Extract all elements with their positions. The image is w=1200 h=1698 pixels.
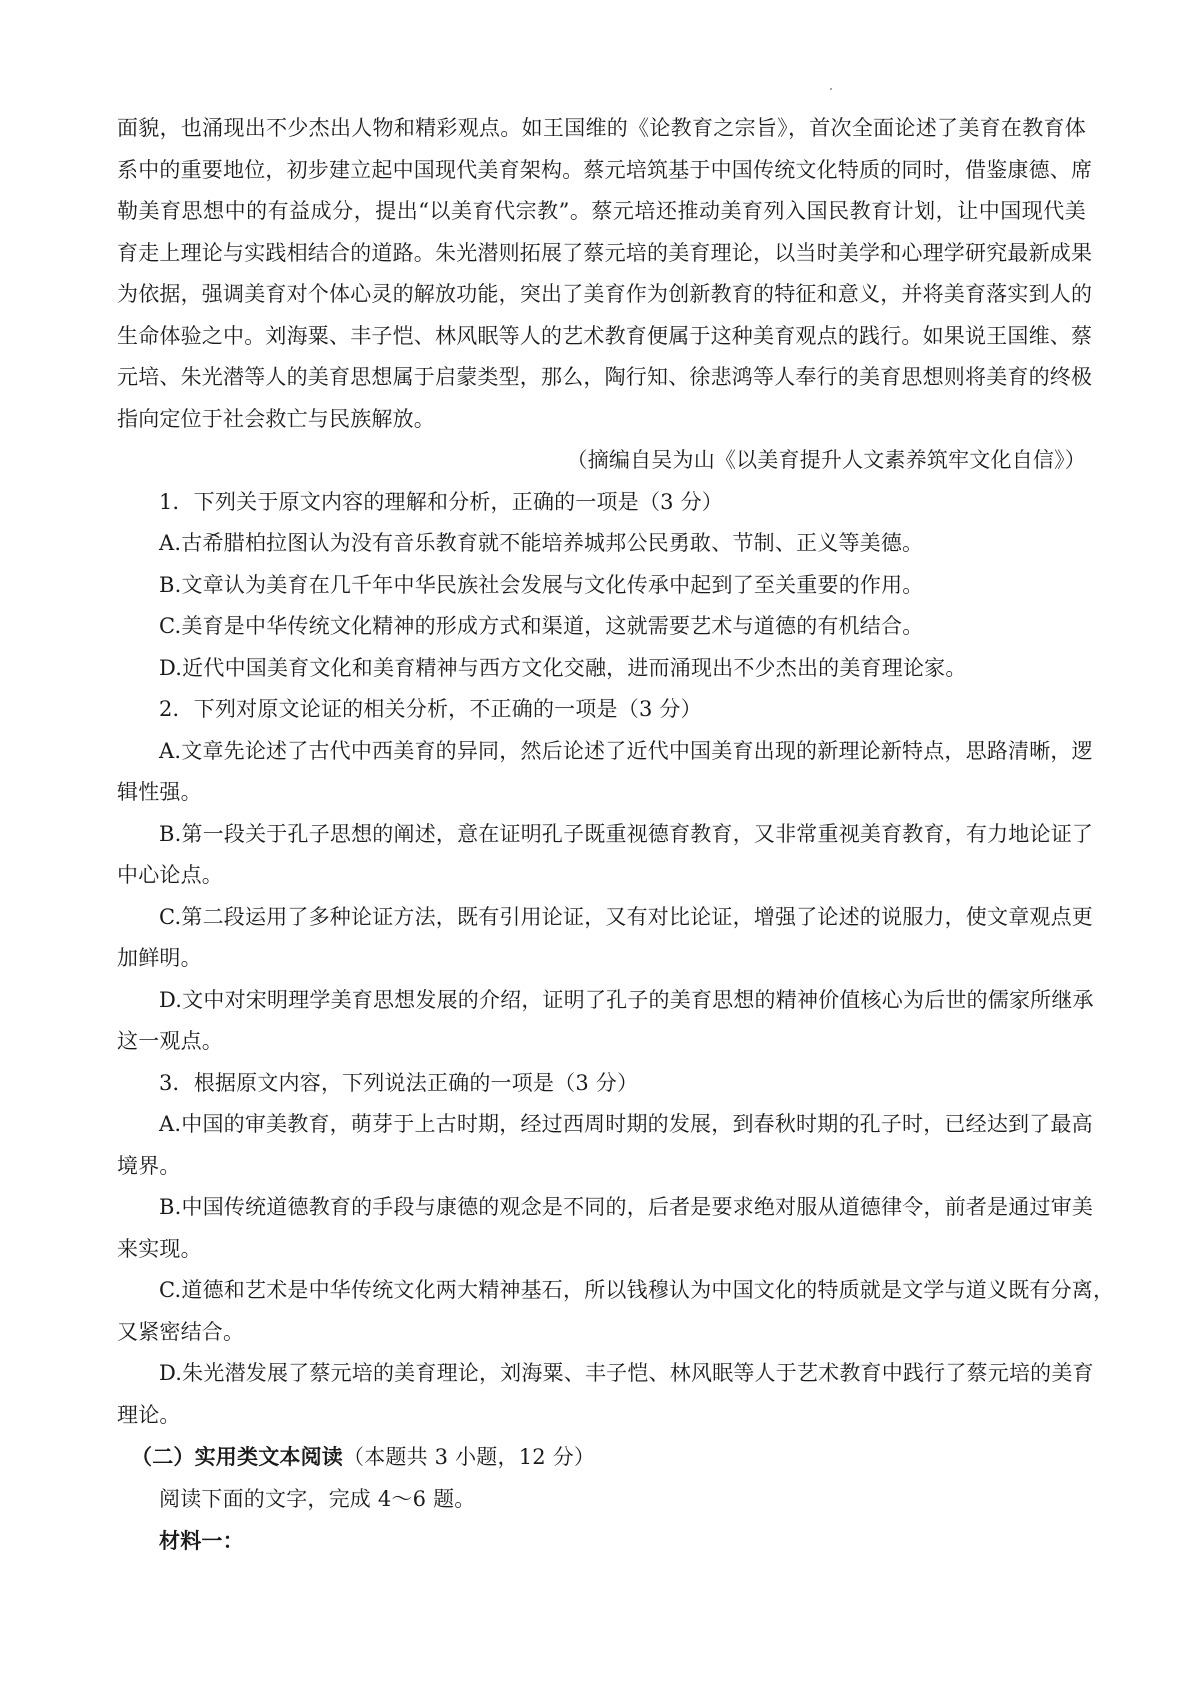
option-b-cont: 中心论点。 — [117, 863, 223, 887]
section-heading-note: （本题共 3 小题，12 分） — [343, 1445, 596, 1469]
option-c: C.第二段运用了多种论证方法，既有引用论证，又有对比论证，增强了论述的说服力，使文章观点更 — [159, 904, 1093, 929]
section-practical-reading — [117, 1436, 1086, 1562]
question-stem: 2．下列对原文论证的相关分析，不正确的一项是（3 分） — [159, 697, 702, 721]
option-a-cont: 辑性强。 — [117, 780, 202, 804]
option-a: A.古希腊柏拉图认为没有音乐教育就不能培养城邦公民勇敢、节制、正义等美德。 — [159, 531, 924, 555]
option-d: D.朱光潜发展了蔡元培的美育理论，刘海粟、丰子恺、林风眠等人于艺术教育中践行了蔡元培的美育 — [159, 1361, 1094, 1385]
option-c: C.道德和艺术是中华传统文化两大精神基石，所以钱穆认为中国文化的特质就是文学与道义既有分离， — [159, 1278, 1115, 1302]
passage-line: 生命体验之中。刘海粟、丰子恺、林风眠等人的艺术教育便属于这种美育观点的践行。如果说王国维、蔡 — [117, 323, 1093, 348]
option-b-cont: 来实现。 — [117, 1236, 202, 1261]
scan-dot — [830, 88, 832, 90]
option-b: B.中国传统道德教育的手段与康德的观念是不同的，后者是要求绝对服从道德律令，前者是通过审美 — [159, 1195, 1094, 1219]
question-stem: 3．根据原文内容，下列说法正确的一项是（3 分） — [159, 1070, 639, 1095]
passage-line: 为依据，强调美育对个体心灵的解放功能，突出了美育作为创新教育的特征和意义，并将美育落实到人的 — [117, 282, 1093, 306]
option-a: A.中国的审美教育，萌芽于上古时期，经过西周时期的发展，到春秋时期的孔子时，已经达到了最高 — [159, 1112, 1093, 1136]
question-1 — [117, 482, 1086, 690]
option-c-cont: 加鲜明。 — [117, 946, 202, 970]
section-heading — [117, 1436, 1086, 1479]
option-a: A.文章先论述了古代中西美育的异同，然后论述了近代中国美育出现的新理论新特点，思路清晰，逻 — [159, 738, 1093, 763]
passage-line: 指向定位于社会救亡与民族解放。 — [117, 406, 435, 431]
passage-line: 勒美育思想中的有益成分，提出“以美育代宗教”。蔡元培还推动美育列入国民教育计划，让中国现代美 — [117, 199, 1086, 223]
option-a-cont: 境界。 — [117, 1153, 181, 1178]
question-stem: 1．下列关于原文内容的理解和分析，正确的一项是（3 分） — [159, 489, 723, 514]
passage-line: 系中的重要地位，初步建立起中国现代美育架构。蔡元培筑基于中国传统文化特质的同时，借鉴康德、席 — [117, 157, 1093, 182]
section-instruction: 阅读下面的文字，完成 4～6 题。 — [159, 1486, 476, 1511]
option-d-cont: 理论。 — [117, 1402, 181, 1427]
passage-line: 元培、朱光潜等人的美育思想属于启蒙类型，那么，陶行知、徐悲鸿等人奉行的美育思想则将美育的终极 — [117, 365, 1093, 389]
section-heading-title: （二）实用类文本阅读 — [131, 1444, 343, 1469]
source-citation: （摘编自吴为山《以美育提升人文素养筑牢文化自信》） — [566, 448, 1086, 472]
material-label: 材料一： — [159, 1528, 244, 1553]
passage-line: 育走上理论与实践相结合的道路。朱光潜则拓展了蔡元培的美育理论，以当时美学和心理学研究最新成果 — [117, 240, 1093, 265]
option-c: C.美育是中华传统文化精神的形成方式和渠道，这就需要艺术与道德的有机结合。 — [159, 614, 924, 638]
option-d: D.近代中国美育文化和美育精神与西方文化交融，进而涌现出不少杰出的美育理论家。 — [159, 655, 967, 680]
option-b: B.第一段关于孔子思想的阐述，意在证明孔子既重视德育教育，又非常重视美育教育，有力地论证了 — [159, 821, 1094, 846]
exam-page — [117, 108, 1115, 1562]
option-b: B.文章认为美育在几千年中华民族社会发展与文化传承中起到了至关重要的作用。 — [159, 572, 924, 597]
passage-paragraph — [117, 108, 1093, 440]
option-d-cont: 这一观点。 — [117, 1029, 223, 1053]
passage-line: 面貌，也涌现出不少杰出人物和精彩观点。如王国维的《论教育之宗旨》，首次全面论述了美育在教育体 — [117, 116, 1086, 140]
option-d: D.文中对宋明理学美育思想发展的介绍，证明了孔子的美育思想的精神价值核心为后世的儒家所继承 — [159, 987, 1094, 1012]
question-2 — [117, 689, 1094, 1063]
question-3 — [117, 1063, 1115, 1437]
option-c-cont: 又紧密结合。 — [117, 1319, 245, 1344]
